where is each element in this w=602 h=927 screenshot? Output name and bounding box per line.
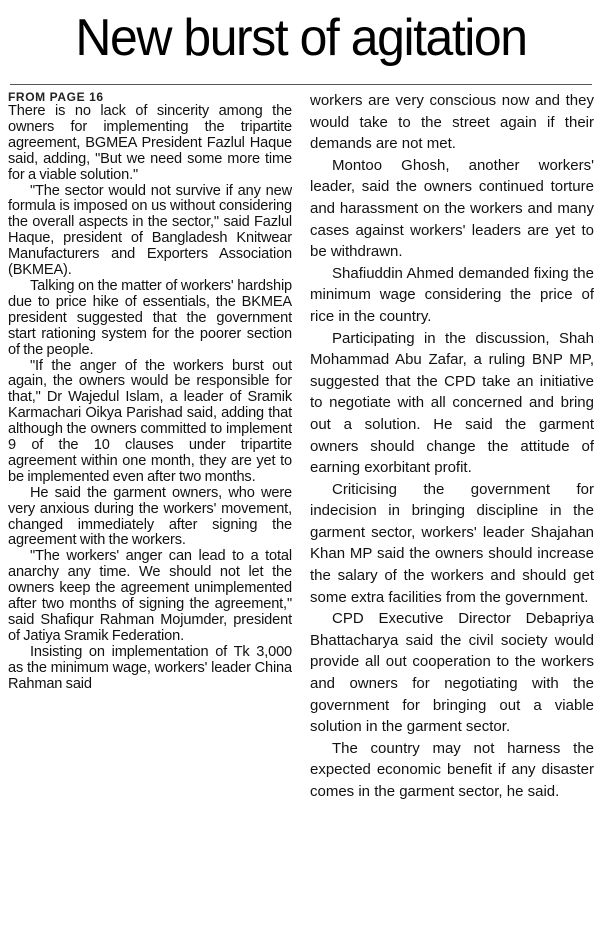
paragraph: Talking on the matter of workers' hardship due to price hike of essentials, the BKMEA president suggested that the government start rationing system for the poorer section of the people. [8, 277, 292, 358]
paragraph: "The sector would not survive if any new formula is imposed on us without considering the overall aspects in the sector," said Fazlul Haque, president of Bangladesh Knitwear Manufacturers and Exporters Association (BKMEA). [8, 182, 292, 279]
paragraph: The country may not harness the expected economic benefit if any disaster comes in the garment sector, he said. [310, 739, 594, 800]
continuation-label: FROM PAGE 16 [8, 90, 104, 104]
paragraph: Montoo Ghosh, another workers' leader, said the owners continued torture and harassment on the workers and many cases against workers' leaders are yet to be withdrawn. [310, 156, 594, 261]
article-body [8, 90, 594, 924]
paragraph: workers are very conscious now and they would take to the street again if their demands are not met. [310, 92, 594, 153]
paragraph: CPD Executive Director Debapriya Bhattacharya said the civil society would provide all out cooperation to the workers and owners for negotiating with the government for bringing out a viable solution in the garment sector. [310, 610, 594, 736]
paragraph: He said the garment owners, who were very anxious during the workers' movement, changed immediately after signing the agreement with the workers. [8, 484, 292, 549]
right-column [310, 90, 594, 924]
paragraph: Criticising the government for indecision in bringing discipline in the garment sector, workers' leader Shajahan Khan MP said the owners should increase the salary of the workers and should get some extra facilities from the government. [310, 480, 594, 606]
paragraph: There is no lack of sincerity among the owners for implementing the tripartite agreement, BGMEA President Fazlul Haque said, adding, "But we need some more time for a viable solution." [8, 103, 292, 183]
left-column [8, 90, 292, 924]
paragraph: Insisting on implementation of Tk 3,000 as the minimum wage, workers' leader China Rahman said [8, 643, 292, 692]
paragraph: Shafiuddin Ahmed demanded fixing the minimum wage considering the price of rice in the country. [310, 264, 594, 325]
headline-rule [10, 84, 592, 85]
paragraph: "If the anger of the workers burst out again, the owners would be responsible for that," Dr Wajedul Islam, a leader of Sramik Karmachari Oikya Parishad said, adding that although the owners committed to implement 9 of the 10 clauses under tripartite agreement within one month, they are yet to be implemented even after two months. [8, 357, 292, 485]
headline: New burst of agitation [75, 9, 527, 67]
paragraph: "The workers' anger can lead to a total anarchy any time. We should not let the owners keep the agreement unimplemented after two months of signing the agreement," said Shafiqur Rahman Mojumder, president of Jatiya Sramik Federation. [8, 548, 292, 644]
paragraph: Participating in the discussion, Shah Mohammad Abu Zafar, a ruling BNP MP, suggested that the CPD take an initiative to negotiate with all concerned and bring out a solution. He said the garment owners should change the attitude of earning exorbitant profit. [310, 329, 594, 477]
